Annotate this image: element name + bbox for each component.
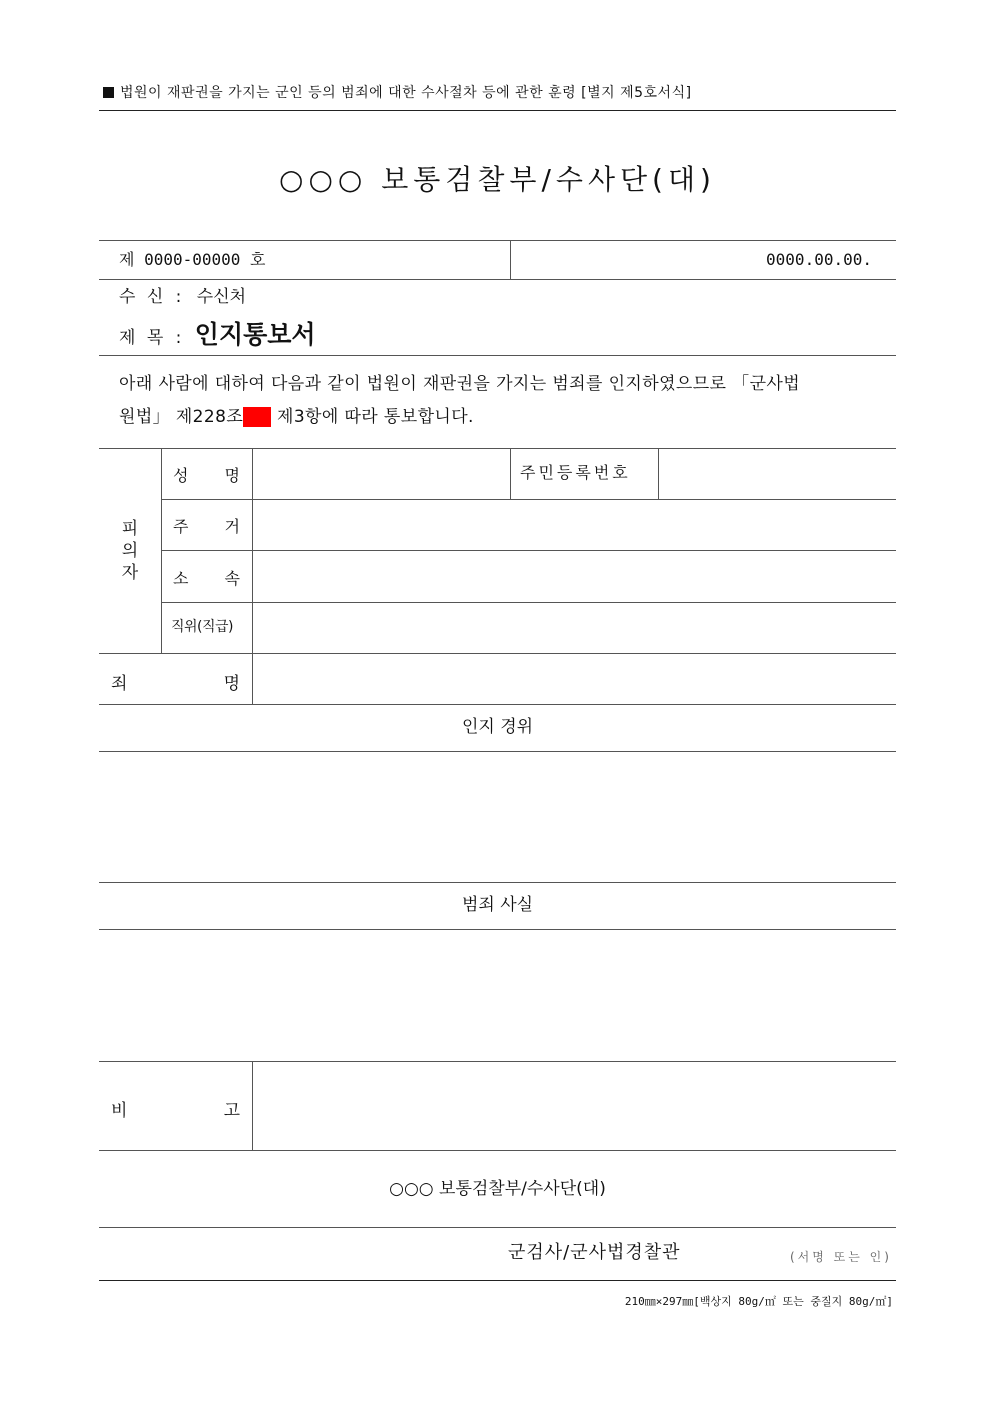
number-row-border <box>99 279 896 280</box>
suspect-group-char-3: 자 <box>121 562 139 583</box>
address-label <box>173 514 240 537</box>
issuer-name: ○○○ 보통검찰부/수사단(대) <box>389 1179 606 1199</box>
body-text-prefix: 원법」 제228조 <box>119 407 244 427</box>
affiliation-row-border <box>161 602 896 603</box>
header-divider <box>99 110 896 111</box>
name-label-char-2: 명 <box>224 466 240 485</box>
paper-spec: 210㎜×297㎜[백상지 80g/㎡ 또는 중질지 80g/㎡] <box>624 1295 893 1308</box>
reg-label-right-divider <box>658 448 659 499</box>
recognition-content-area[interactable] <box>99 752 896 881</box>
crime-name-value[interactable] <box>262 669 882 691</box>
redacted-highlight: 의2 <box>243 407 272 427</box>
table-top-border <box>99 240 896 241</box>
suspect-table-bottom <box>99 653 896 654</box>
address-value[interactable] <box>262 514 882 536</box>
form-header-note <box>103 83 692 103</box>
recipient-value: 수신처 <box>196 287 247 307</box>
suspect-table-top <box>99 448 896 449</box>
issuer-row-border <box>99 1227 896 1228</box>
registration-number-value[interactable] <box>668 463 888 485</box>
address-label-char-2: 거 <box>224 517 240 536</box>
crime-row-border <box>99 704 896 705</box>
signer-row-border <box>99 1280 896 1281</box>
name-label-char-1: 성 <box>173 466 189 485</box>
facts-content-border <box>99 1061 896 1062</box>
square-bullet-icon <box>103 87 114 98</box>
name-value[interactable] <box>262 463 502 485</box>
subject-label: 제 목 <box>119 328 167 348</box>
page-title: ○○○ 보통검찰부/수사단(대) <box>279 163 716 196</box>
suspect-group-char-2: 의 <box>121 540 139 561</box>
registration-number-label: 주민등록번호 <box>520 463 631 482</box>
remarks-value[interactable] <box>262 1070 882 1140</box>
subject-row-border <box>99 355 896 356</box>
subject-value: 인지통보서 <box>194 320 316 349</box>
document-date: 0000.00.00. <box>766 250 872 269</box>
remarks-label <box>111 1096 240 1121</box>
suspect-group-char-1: 피 <box>121 518 139 539</box>
reg-label-left-divider <box>510 448 511 499</box>
recipient-label: 수 신 <box>119 287 167 307</box>
remarks-divider <box>252 1061 253 1150</box>
number-date-divider <box>510 240 511 279</box>
suspect-group-label <box>99 448 161 653</box>
facts-content-area[interactable] <box>99 930 896 1060</box>
position-value[interactable] <box>262 617 882 639</box>
body-text-suffix: 제3항에 따라 통보합니다. <box>271 407 474 427</box>
signer-title: 군검사/군사법경찰관 <box>508 1242 681 1263</box>
crime-label-char-1: 죄 <box>111 674 128 694</box>
address-row-border <box>161 550 896 551</box>
remarks-label-char-2: 고 <box>223 1101 240 1121</box>
facts-section-label: 범죄 사실 <box>461 895 534 915</box>
address-label-char-1: 주 <box>173 517 189 536</box>
subject-colon: : <box>175 328 182 348</box>
affiliation-value[interactable] <box>262 566 882 588</box>
recipient-colon: : <box>175 287 182 307</box>
name-row-border <box>161 499 896 500</box>
document-number: 제 0000-00000 호 <box>119 250 266 269</box>
subject-line <box>119 321 316 352</box>
remarks-row-border <box>99 1150 896 1151</box>
form-header-note-text: 법원이 재판권을 가지는 군인 등의 범죄에 대한 수사절차 등에 관한 훈령 [별지 제5호서식] <box>120 85 692 101</box>
affiliation-label-char-1: 소 <box>173 569 189 588</box>
name-label <box>173 463 240 486</box>
crime-name-label <box>111 669 240 694</box>
body-text-line-1: 아래 사람에 대하여 다음과 같이 법원이 재판권을 가지는 범죄를 인지하였으므로 「군사법 <box>119 374 801 394</box>
signature-field[interactable]: (서명 또는 인) <box>790 1250 892 1264</box>
recognition-content-border <box>99 882 896 883</box>
crime-label-char-2: 명 <box>223 674 240 694</box>
affiliation-label-char-2: 속 <box>224 569 240 588</box>
remarks-label-char-1: 비 <box>111 1101 128 1121</box>
position-label: 직위(직급) <box>171 619 234 635</box>
affiliation-label <box>173 566 240 589</box>
body-text-line-2 <box>119 407 474 427</box>
label-value-divider <box>252 448 253 704</box>
recipient-line <box>119 287 246 307</box>
recognition-section-label: 인지 경위 <box>461 717 534 737</box>
